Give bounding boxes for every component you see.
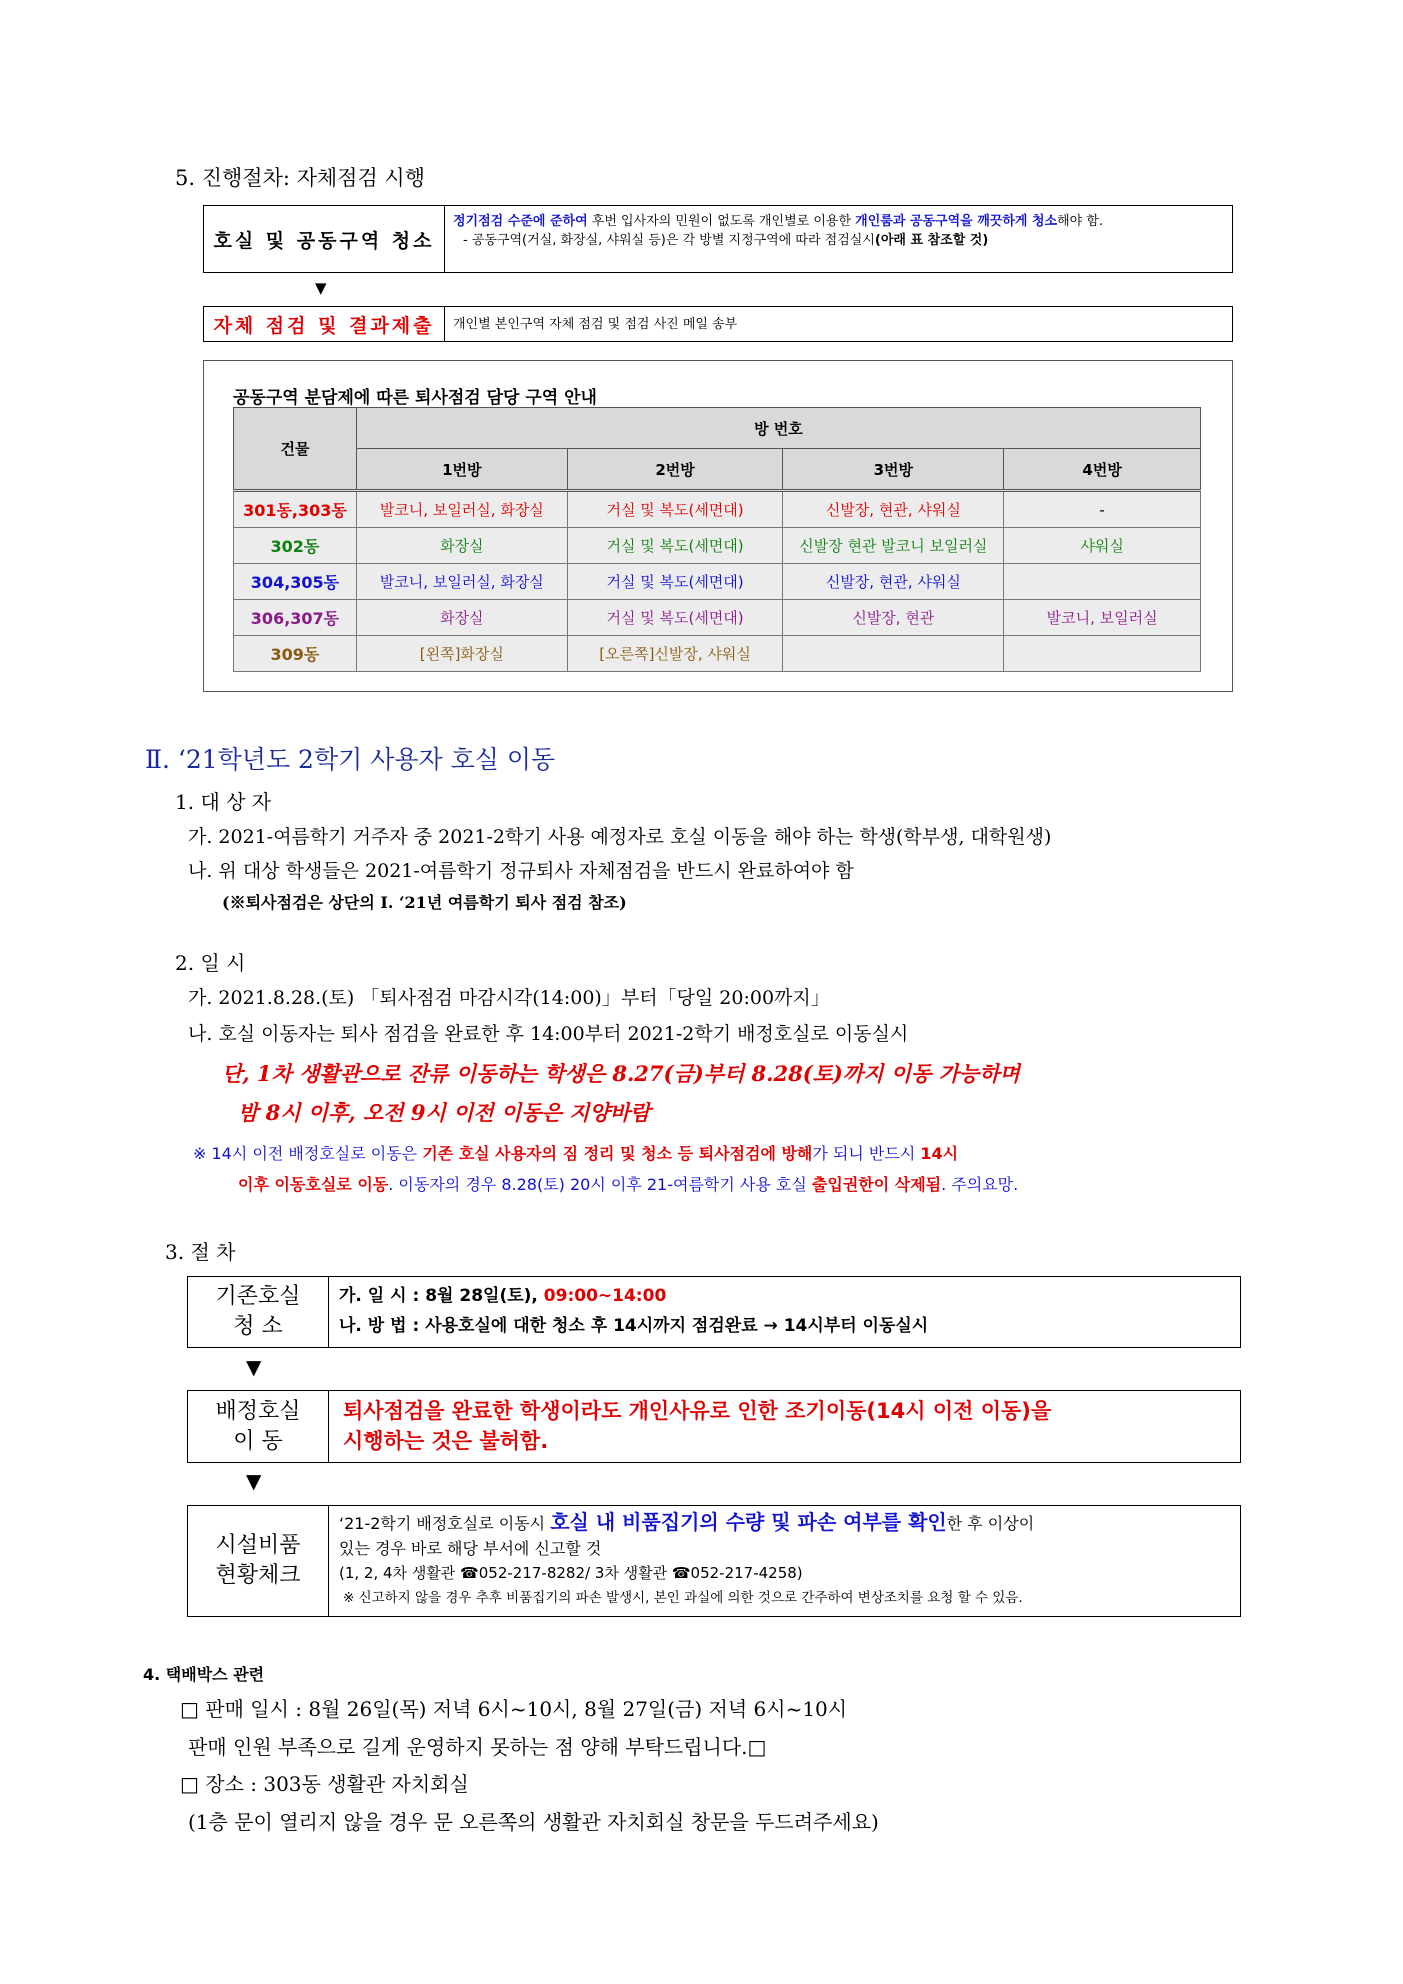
desc-text: 가. 일 시 : 8월 28일(토), [339,1286,544,1306]
area-cell: 거실 및 복도(세면대) [567,491,783,528]
target-title: 1. 대 상 자 [175,790,272,814]
down-arrow-icon: ▼ [315,279,327,297]
area-cell [1004,564,1201,600]
area-cell: 거실 및 복도(세면대) [567,600,783,636]
down-arrow-icon: ▼ [246,1355,262,1379]
schedule-notice-line-2 [238,1172,1278,1195]
desc-text: 퇴사점검을 완료한 학생이라도 개인사유로 인한 조기이동(14시 이전 이동)을 [343,1399,1052,1423]
schedule-notice-line-1 [193,1141,1273,1164]
area-cell: 발코니, 보일러실, 화장실 [356,491,567,528]
desc-text: 해야 함. [1057,214,1104,229]
area-cell [1004,636,1201,672]
schedule-red-note-2: 밤 8시 이후, 오전 9시 이전 이동은 지양바람 [238,1100,651,1125]
label-line: 기존호실 [215,1284,301,1309]
target-item-b: 나. 위 대상 학생들은 2021-여름학기 정규퇴사 자체점검을 반드시 완료하여야 함 [188,860,854,882]
table-row [234,564,1201,600]
step-box-submit-desc: 개인별 본인구역 자체 점검 및 점검 사진 메일 송부 [453,316,738,332]
desc-text: 한 후 이상이 [946,1514,1035,1533]
area-cell: 신발장, 현관, 샤워실 [783,564,1004,600]
procedure-box-cleaning-label [188,1277,329,1347]
label-line: 배정호실 [215,1398,301,1424]
step-box-submit [203,306,1233,342]
area-cell: [왼쪽]화장실 [356,636,567,672]
procedure-box-move [187,1390,1241,1463]
desc-text: 시행하는 것은 불허함. [343,1429,549,1453]
down-arrow-icon: ▼ [246,1469,262,1493]
desc-highlight: 정기점검 수준에 준하여 [453,214,588,229]
table-row [234,491,1201,528]
label-line: 시설비품 [215,1533,301,1558]
header-room-3: 3번방 [783,449,1004,491]
area-cell: 발코니, 보일러실, 화장실 [356,564,567,600]
delivery-line-4: (1층 문이 열리지 않을 경우 문 오른쪽의 생활관 자치회실 창문을 두드려주세요) [188,1810,879,1834]
procedure-box-move-desc [329,1391,1240,1462]
delivery-line-1: □ 판매 일시 : 8월 26일(목) 저녁 6시~10시, 8월 27일(금) 저녁 6시~10시 [180,1697,848,1721]
target-item-a: 가. 2021-여름학기 거주자 중 2021-2학기 사용 예정자로 호실 이동을 해야 하는 학생(학부생, 대학원생) [188,826,1052,848]
desc-highlight: 09:00~14:00 [543,1286,667,1306]
area-cell: 발코니, 보일러실 [1004,600,1201,636]
table-row [234,636,1201,672]
header-room-4: 4번방 [1004,449,1201,491]
area-cell: 신발장 현관 발코니 보일러실 [783,528,1004,564]
procedure-box-cleaning [187,1276,1241,1348]
area-cell: 화장실 [356,600,567,636]
notice-highlight: 기존 호실 사용자의 짐 정리 및 청소 등 퇴사점검에 방해 [422,1144,813,1163]
desc-emphasis: (아래 표 참조할 것) [874,233,989,248]
area-cell: 화장실 [356,528,567,564]
header-room-2: 2번방 [567,449,783,491]
schedule-red-note-1: 단, 1차 생활관으로 잔류 이동하는 학생은 8.27(금)부터 8.28(토)까지 이동 가능하며 [222,1061,1020,1086]
delivery-title: 4. 택배박스 관련 [143,1665,265,1684]
procedure-box-move-label [188,1391,329,1462]
procedure-box-facility-desc [329,1506,1240,1616]
target-note: (※퇴사점검은 상단의 Ⅰ. ‘21년 여름학기 퇴사 점검 참조) [222,893,627,912]
desc-highlight: 호실 내 비품집기의 수량 및 파손 여부를 확인 [550,1510,947,1534]
area-cell: 거실 및 복도(세면대) [567,564,783,600]
procedure-title: 3. 절 차 [165,1240,236,1264]
step-box-cleaning [203,205,1233,273]
delivery-line-2: 판매 인원 부족으로 길게 운영하지 못하는 점 양해 부탁드립니다.□ [188,1735,767,1759]
desc-text: - 공동구역(거실, 화장실, 샤워실 등)은 각 방별 지정구역에 따라 점검실시 [463,233,875,248]
room-assignment-table [233,407,1201,672]
delivery-line-3: □ 장소 : 303동 생활관 자치회실 [180,1772,469,1796]
label-line: 청 소 [233,1314,283,1339]
label-line: 현황체크 [215,1563,301,1588]
area-cell: 거실 및 복도(세면대) [567,528,783,564]
desc-text: 후번 입사자의 민원이 없도록 개인별로 이용한 [587,214,856,229]
schedule-item-a: 가. 2021.8.28.(토) 「퇴사점검 마감시각(14:00)」부터「당일 20:00까지」 [188,987,830,1009]
notice-highlight: 출입권한이 삭제됨 [811,1175,942,1194]
room-table-title: 공동구역 분담제에 따른 퇴사점검 담당 구역 안내 [233,388,597,408]
schedule-title: 2. 일 시 [175,951,246,975]
table-row [234,528,1201,564]
area-cell [783,636,1004,672]
header-room-number: 방 번호 [356,408,1200,449]
desc-text: ‘21-2학기 배정호실로 이동시 [339,1514,551,1533]
area-cell: - [1004,491,1201,528]
table-row [234,600,1201,636]
procedure-box-facility-label [188,1506,329,1616]
desc-highlight: 개인룸과 공동구역을 깨끗하게 청소 [855,214,1058,229]
schedule-item-b: 나. 호실 이동자는 퇴사 점검을 완료한 후 14:00부터 2021-2학기 배정호실로 이동실시 [188,1023,909,1045]
area-cell: 신발장, 현관, 샤워실 [783,491,1004,528]
building-cell: 301동,303동 [234,491,357,528]
area-cell: [오른쪽]신발장, 샤워실 [567,636,783,672]
notice-highlight: 14시 [920,1144,959,1163]
label-line: 이 동 [233,1428,283,1454]
header-building: 건물 [234,408,357,491]
step-box-submit-label: 자체 점검 및 결과제출 [204,307,445,341]
procedure-box-cleaning-desc [329,1277,1240,1347]
procedure-box-facility [187,1505,1241,1617]
header-room-1: 1번방 [356,449,567,491]
desc-text: 있는 경우 바로 해당 부서에 신고할 것 [339,1539,602,1558]
notice-text: . 이동자의 경우 8.28(토) 20시 이후 21-여름학기 사용 호실 [388,1175,812,1194]
step-box-cleaning-desc [445,206,1111,272]
building-cell: 309동 [234,636,357,672]
notice-text: . 주의요망. [941,1175,1019,1194]
building-cell: 304,305동 [234,564,357,600]
area-cell: 샤워실 [1004,528,1201,564]
notice-highlight: 이후 이동호실로 이동 [238,1175,389,1194]
desc-text: ※ 신고하지 않을 경우 추후 비품집기의 파손 발생시, 본인 과실에 의한 것으로 간주하여 변상조치를 요청 할 수 있음. [343,1590,1023,1606]
desc-text: (1, 2, 4차 생활관 ☎052-217-8282/ 3차 생활관 ☎052-217-4258) [339,1564,803,1582]
area-cell: 신발장, 현관 [783,600,1004,636]
section2-heading: Ⅱ. ‘21학년도 2학기 사용자 호실 이동 [145,745,556,774]
building-cell: 306,307동 [234,600,357,636]
step-box-cleaning-label: 호실 및 공동구역 청소 [204,206,445,272]
notice-text: ※ 14시 이전 배정호실로 이동은 [193,1144,423,1163]
building-cell: 302동 [234,528,357,564]
desc-text: 나. 방 법 : 사용호실에 대한 청소 후 14시까지 점검완료 → 14시부터 이동실시 [339,1316,929,1336]
step5-heading: 5. 진행절차: 자체점검 시행 [175,166,425,190]
notice-text: 가 되니 반드시 [812,1144,921,1163]
